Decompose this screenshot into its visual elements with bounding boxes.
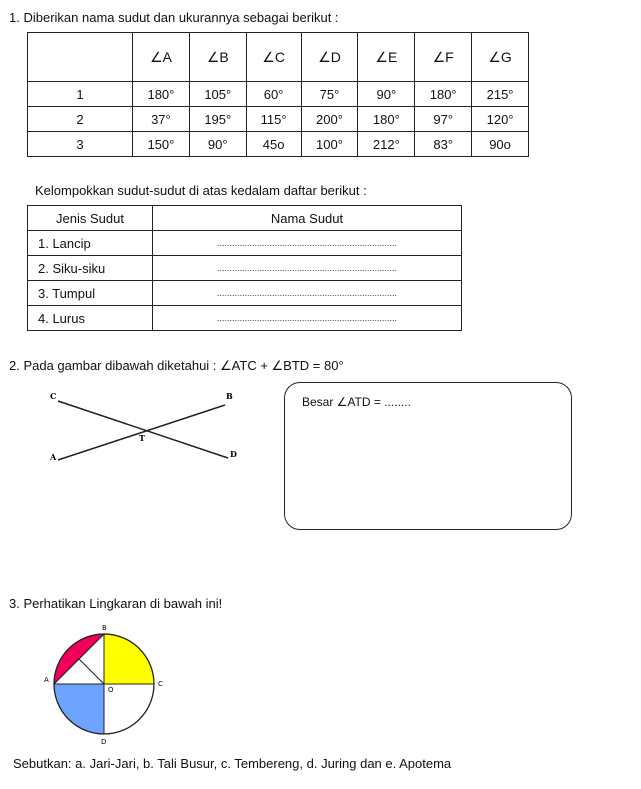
answer-blank[interactable]: ........................................................................ xyxy=(153,281,462,306)
question-2-title: 2. Pada gambar dibawah diketahui : ∠ATC + ∠BTD = 80° xyxy=(9,358,344,373)
header-cell: Jenis Sudut xyxy=(28,206,153,231)
header-cell: ∠C xyxy=(246,33,301,82)
angle-value: 180° xyxy=(133,82,190,107)
row-number: 2 xyxy=(28,107,133,132)
angle-value: 75° xyxy=(301,82,358,107)
row-number: 3 xyxy=(28,132,133,157)
angle-value: 212° xyxy=(358,132,415,157)
question-3-title: 3. Perhatikan Lingkaran di bawah ini! xyxy=(9,596,223,611)
angle-value: 150° xyxy=(133,132,190,157)
header-cell: ∠D xyxy=(301,33,358,82)
line-cd xyxy=(58,401,228,458)
sector-aod xyxy=(54,684,104,734)
header-cell: Nama Sudut xyxy=(153,206,462,231)
sector-boc xyxy=(104,634,154,684)
table-row xyxy=(28,256,462,281)
angle-value: 90° xyxy=(189,132,246,157)
angle-table xyxy=(27,32,529,157)
question-3-prompt: Sebutkan: a. Jari-Jari, b. Tali Busur, c. Tembereng, d. Juring dan e. Apotema xyxy=(13,756,452,771)
label-c: C xyxy=(50,391,57,401)
angle-value: 215° xyxy=(472,82,529,107)
angle-value: 100° xyxy=(301,132,358,157)
header-cell xyxy=(28,33,133,82)
table-row xyxy=(28,281,462,306)
label-c: C xyxy=(158,680,163,688)
label-o: O xyxy=(108,686,114,694)
angle-type: 1. Lancip xyxy=(28,231,153,256)
label-d: D xyxy=(101,738,107,746)
angle-value: 45o xyxy=(246,132,301,157)
angle-value: 105° xyxy=(189,82,246,107)
angle-value: 97° xyxy=(415,107,472,132)
label-a: A xyxy=(50,452,57,462)
answer-blank[interactable]: ........................................................................ xyxy=(153,231,462,256)
question-1-title: 1. Diberikan nama sudut dan ukurannya sebagai berikut : xyxy=(9,10,339,25)
angle-type: 2. Siku-siku xyxy=(28,256,153,281)
angle-type: 4. Lurus xyxy=(28,306,153,331)
angle-table-header xyxy=(28,33,529,82)
label-b: B xyxy=(226,391,233,401)
table-row xyxy=(28,306,462,331)
angle-value: 180° xyxy=(358,107,415,132)
header-cell: ∠G xyxy=(472,33,529,82)
angle-value: 200° xyxy=(301,107,358,132)
angle-value: 120° xyxy=(472,107,529,132)
angle-value: 60° xyxy=(246,82,301,107)
label-a: A xyxy=(44,676,49,684)
grouping-table xyxy=(27,205,462,331)
angle-value: 90° xyxy=(358,82,415,107)
angle-value: 195° xyxy=(189,107,246,132)
header-cell: ∠E xyxy=(358,33,415,82)
angle-value: 180° xyxy=(415,82,472,107)
row-number: 1 xyxy=(28,82,133,107)
header-cell: ∠A xyxy=(133,33,190,82)
grouping-instruction: Kelompokkan sudut-sudut di atas kedalam daftar berikut : xyxy=(35,183,367,198)
angle-value: 37° xyxy=(133,107,190,132)
header-cell: ∠F xyxy=(415,33,472,82)
label-d: D xyxy=(230,449,237,459)
grouping-header xyxy=(28,206,462,231)
table-row xyxy=(28,231,462,256)
table-row xyxy=(28,82,529,107)
answer-prompt: Besar ∠ATD = ........ xyxy=(302,395,411,409)
answer-blank[interactable]: ........................................................................ xyxy=(153,306,462,331)
angle-value: 115° xyxy=(246,107,301,132)
answer-blank[interactable]: ........................................................................ xyxy=(153,256,462,281)
label-t: T xyxy=(139,433,145,443)
angle-value: 83° xyxy=(415,132,472,157)
table-row xyxy=(28,132,529,157)
angle-type: 3. Tumpul xyxy=(28,281,153,306)
table-row xyxy=(28,107,529,132)
header-cell: ∠B xyxy=(189,33,246,82)
label-b: B xyxy=(102,624,107,632)
angle-value: 90o xyxy=(472,132,529,157)
circle-figure xyxy=(40,620,170,750)
intersecting-lines-figure xyxy=(40,385,250,475)
